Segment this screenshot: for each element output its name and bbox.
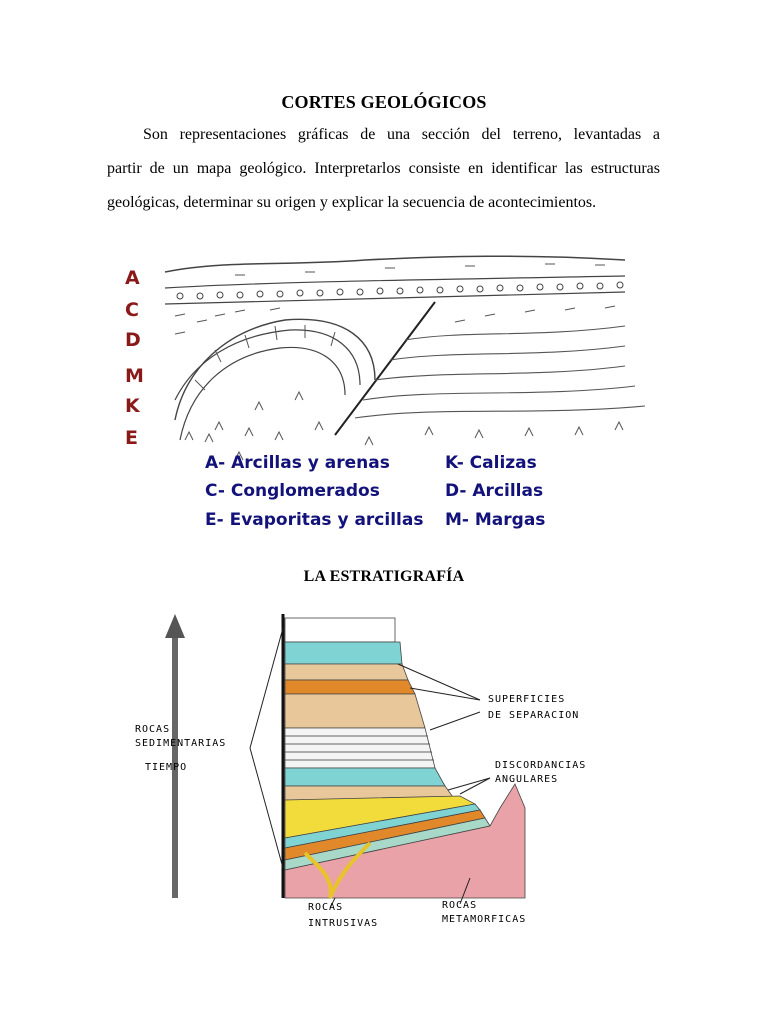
paragraph-line-1 [107, 118, 660, 152]
intro-paragraph [107, 118, 660, 220]
label-superficies-2: DE SEPARACION [488, 710, 580, 721]
stratigraphy-figure [130, 608, 640, 938]
label-intrusivas-1: ROCAS [308, 902, 344, 913]
label-tiempo: TIEMPO [145, 762, 188, 773]
paragraph-line-3: geológicas, determinar su origen y explicar la secuencia de acontecimientos. [107, 194, 597, 211]
legend-a: A- Arcillas y arenas [205, 453, 390, 473]
geological-section-figure [105, 230, 663, 544]
legend-e: E- Evaporitas y arcillas [205, 510, 424, 530]
layer-letter-k: K [125, 395, 140, 417]
layer-letter-d: D [125, 329, 141, 351]
label-discordancias-1: DISCORDANCIAS [495, 760, 587, 771]
legend-c: C- Conglomerados [205, 481, 380, 501]
page-title: CORTES GEOLÓGICOS [281, 92, 487, 112]
label-metamorficas-1: ROCAS [442, 900, 478, 911]
legend-d: D- Arcillas [445, 481, 544, 501]
layer-letter-m: M [125, 365, 144, 387]
label-rocas-sed-2: SEDIMENTARIAS [135, 738, 227, 749]
label-metamorficas-2: METAMORFICAS [442, 914, 527, 925]
legend-k: K- Calizas [445, 453, 537, 473]
label-discordancias-2: ANGULARES [495, 774, 559, 785]
legend-m: M- Margas [445, 510, 546, 530]
section-title-estratigrafia: LA ESTRATIGRAFÍA [303, 568, 465, 585]
label-intrusivas-2: INTRUSIVAS [308, 918, 379, 929]
paragraph-line-2: partir de un mapa geológico. Interpretarlos consiste en identificar las estructuras [107, 160, 660, 177]
arrow-up-icon [165, 614, 185, 638]
paragraph-line-1-text: Son representaciones gráficas de una sección del terreno, levantadas a [143, 126, 660, 143]
layer-letter-c: C [125, 299, 139, 321]
label-superficies-1: SUPERFICIES [488, 694, 566, 705]
layer-letter-a: A [125, 267, 140, 289]
layer-letter-e: E [125, 427, 138, 449]
label-rocas-sed-1: ROCAS [135, 724, 171, 735]
